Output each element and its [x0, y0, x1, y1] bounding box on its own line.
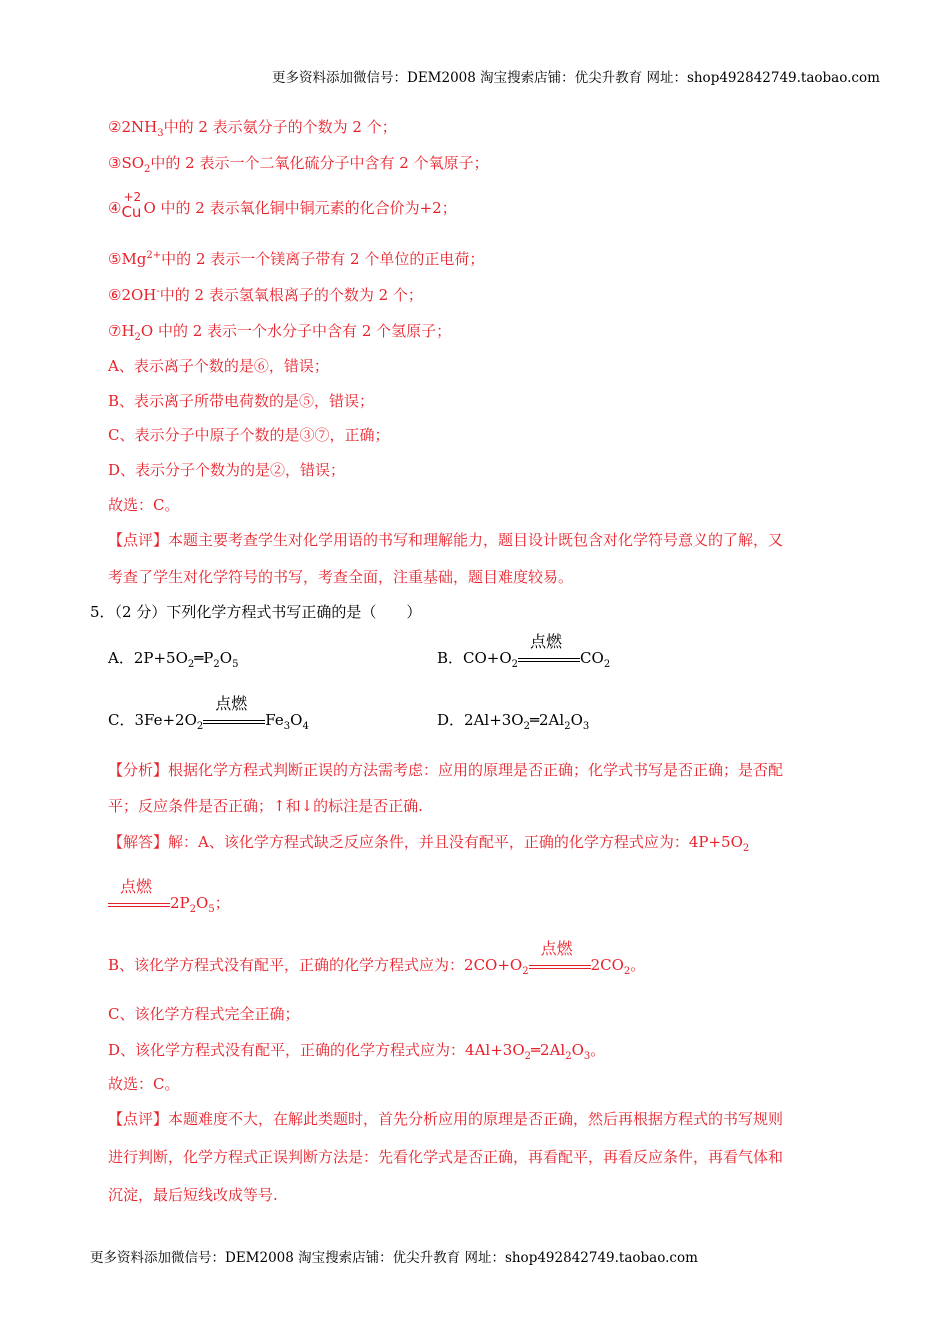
- item-4: ④ +2 Cu O 中的 2 表示氧化铜中铜元素的化合价为+2；: [108, 190, 457, 221]
- comment-1-line-1: 【点评】本题主要考查学生对化学用语的书写和理解能力，题目设计既包含对化学符号意义的了解，又: [108, 531, 784, 549]
- solution-c: C、该化学方程式完全正确；: [108, 1005, 300, 1023]
- ignite-condition: 点燃: [529, 956, 591, 976]
- analysis-line-2: 平；反应条件是否正确；↑和↓的标注是否正确.: [108, 797, 423, 815]
- ignite-condition: 点燃: [108, 894, 170, 914]
- ignite-condition: 点燃: [518, 649, 580, 669]
- ignite-condition: 点燃: [203, 711, 265, 731]
- judgement-c: C、表示分子中原子个数的是③⑦，正确；: [108, 426, 390, 444]
- page-header: 更多资料添加微信号：DEM2008 淘宝搜索店铺：优尖升教育 网址：shop492842749.taobao.com: [272, 70, 880, 86]
- question-5-stem: 5．（2 分）下列化学方程式书写正确的是（ ）: [90, 603, 422, 621]
- judgement-a: A、表示离子个数的是⑥，错误；: [108, 357, 329, 375]
- analysis-line-1: 【分析】根据化学方程式判断正误的方法需考虑：应用的原理是否正确；化学式书写是否正确；是否配: [108, 761, 784, 779]
- option-a: A．$2P+5O_2═P_2O_5$: [108, 649, 239, 670]
- page-footer: 更多资料添加微信号：DEM2008 淘宝搜索店铺：优尖升教育 网址：shop492842749.taobao.com: [90, 1250, 698, 1266]
- solution-b: B、该化学方程式没有配平，正确的化学方程式应为：$2CO+O_2$ 点燃 $2CO_2$。: [108, 939, 646, 977]
- answer-1: 故选：C。: [108, 496, 180, 514]
- comment-2-line-3: 沉淀，最后短线改成等号.: [108, 1186, 278, 1204]
- judgement-d: D、表示分子个数为的是②，错误；: [108, 461, 346, 479]
- item-6: ⑥2OH-中的 2 表示氢氧根离子的个数为 2 个；: [108, 286, 423, 304]
- comment-2-line-2: 进行判断，化学方程式正误判断方法是：先看化学式是否正确，再看配平，再看反应条件，再看气体和: [108, 1148, 784, 1166]
- item-7: $⑦H_2O$ 中的 2 表示一个水分子中含有 2 个氢原子；: [108, 322, 452, 343]
- option-c: C．$3Fe+2O_2$ 点燃 $Fe_3O_4$: [108, 694, 309, 732]
- solution-line-2: 点燃 $2P_2O_5$；: [108, 893, 230, 914]
- item-3: $③SO_2$中的 2 表示一个二氧化硫分子中含有 2 个氧原子；: [108, 154, 489, 175]
- answer-2: 故选：C。: [108, 1075, 180, 1093]
- item-5: $⑤Mg^{2+}$中的 2 表示一个镁离子带有 2 个单位的正电荷；: [108, 250, 485, 268]
- option-d: D．$2Al+3O_2═2Al_2O_3$: [437, 711, 590, 732]
- comment-1-line-2: 考查了学生对化学符号的书写，考查全面，注重基础，题目难度较易。: [108, 568, 574, 586]
- comment-2-line-1: 【点评】本题难度不大，在解此类题时，首先分析应用的原理是否正确，然后再根据方程式的书写规则: [108, 1110, 784, 1128]
- valence-cu: +2 Cu: [121, 190, 142, 221]
- solution-line-1: 【解答】解：A、该化学方程式缺乏反应条件，并且没有配平，正确的化学方程式应为：$4P+5O_2$: [108, 833, 750, 854]
- option-b: B．$CO+O_2$ 点燃 $CO_2$: [437, 632, 611, 670]
- item-2: $②2NH_3$中的 2 表示氨分子的个数为 2 个；: [108, 118, 397, 139]
- solution-d: D、该化学方程式没有配平，正确的化学方程式应为：$4Al+3O_2═2Al_2O_3$。: [108, 1041, 606, 1062]
- judgement-b: B、表示离子所带电荷数的是⑤，错误；: [108, 392, 375, 410]
